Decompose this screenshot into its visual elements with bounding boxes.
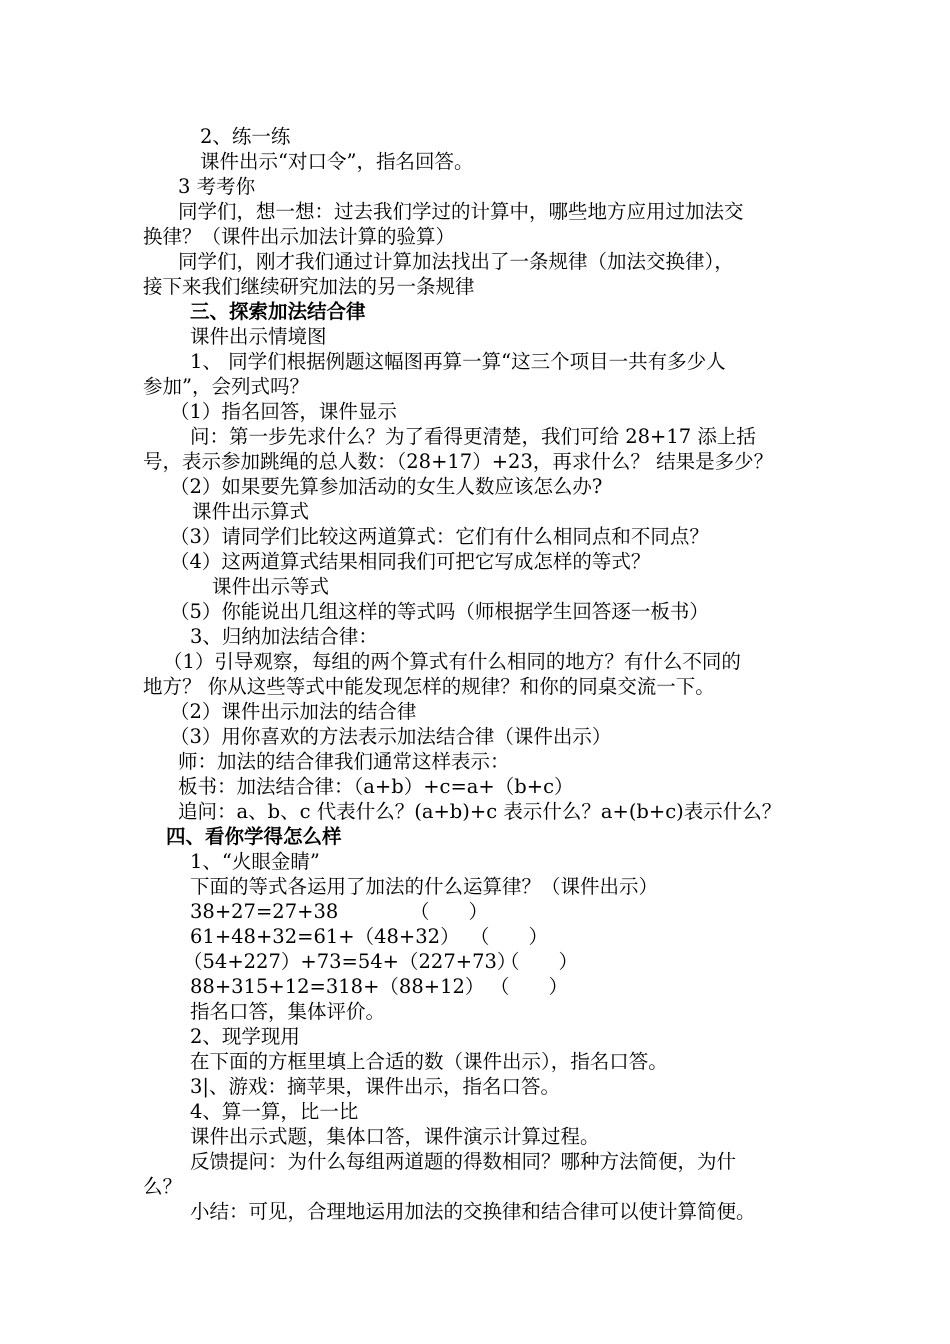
- text-line: 1、“火眼金睛”: [190, 850, 320, 873]
- text-line: 1、 同学们根据例题这幅图再算一算“这三个项目一共有多少人: [190, 350, 726, 373]
- text-line: 师：加法的结合律我们通常这样表示：: [178, 750, 510, 773]
- text-line: 号，表示参加跳绳的总人数：（28+17）+23，再求什么？ 结果是多少？: [143, 450, 774, 473]
- text-line: （4）这两道算式结果相同我们可把它写成怎样的等式？: [170, 550, 651, 573]
- text-line: 追问：a、b、c 代表什么？(a+b)+c 表示什么？a+(b+c)表示什么？: [178, 800, 782, 823]
- text-line: 3 考考你: [178, 175, 256, 198]
- answer-blank: （ ）: [410, 900, 489, 923]
- equation: 38+27=27+38: [190, 900, 339, 923]
- text-line: 4、算一算，比一比: [190, 1100, 359, 1123]
- text-line: 板书：加法结合律：（a+b）+c=a+（b+c）: [178, 775, 574, 798]
- text-line: 换律？（课件出示加法计算的验算）: [143, 225, 456, 248]
- text-line: 同学们，刚才我们通过计算加法找出了一条规律（加法交换律），: [178, 250, 734, 273]
- equation: 88+315+12=318+（88+12）: [190, 975, 485, 998]
- text-line: 反馈提问：为什么每组两道题的得数相同？哪种方法简便，为什: [190, 1150, 737, 1173]
- text-line: 课件出示等式: [212, 575, 330, 598]
- text-line: 课件出示式题，集体口答，课件演示计算过程。: [190, 1125, 600, 1148]
- text-line: （5）你能说出几组这样的等式吗（师根据学生回答逐一板书）: [170, 600, 709, 623]
- answer-blank: （ ）: [500, 950, 579, 973]
- text-line: 接下来我们继续研究加法的另一条规律: [143, 275, 475, 298]
- answer-blank: （ ）: [470, 925, 549, 948]
- text-line: （2）如果要先算参加活动的女生人数应该怎么办?: [170, 475, 603, 498]
- text-line: 地方？ 你从这些等式中能发现怎样的规律？和你的同桌交流一下。: [143, 675, 715, 698]
- text-line: （2）课件出示加法的结合律: [170, 700, 417, 723]
- text-line: 课件出示情境图: [190, 325, 327, 348]
- text-line: 3|、游戏：摘苹果，课件出示，指名口答。: [190, 1075, 560, 1098]
- equation: （54+227）+73=54+（227+73）: [183, 950, 517, 973]
- text-line: （3）请同学们比较这两道算式：它们有什么相同点和不同点？: [170, 525, 709, 548]
- text-line: （1）引导观察，每组的两个算式有什么相同的地方？有什么不同的: [163, 650, 741, 673]
- text-line: 问：第一步先求什么？为了看得更清楚，我们可给 28+17 添上括: [190, 425, 756, 448]
- text-line: 2、现学现用: [190, 1025, 300, 1048]
- answer-blank: （ ）: [490, 975, 569, 998]
- text-line: 课件出示算式: [192, 500, 310, 523]
- text-line: 同学们，想一想：过去我们学过的计算中，哪些地方应用过加法交: [178, 200, 744, 223]
- text-line: 课件出示“对口令”，指名回答。: [200, 150, 474, 173]
- text-line: （1）指名回答，课件显示: [170, 400, 397, 423]
- text-line: 3、归纳加法结合律：: [190, 625, 378, 648]
- section-heading: 四、看你学得怎么样: [166, 825, 342, 848]
- text-line: 指名口答，集体评价。: [190, 1000, 386, 1023]
- text-line: 小结：可见，合理地运用加法的交换律和结合律可以使计算简便。: [190, 1200, 756, 1223]
- section-heading: 三、探索加法结合律: [190, 300, 366, 323]
- equation: 61+48+32=61+（48+32）: [190, 925, 460, 948]
- text-line: 在下面的方框里填上合适的数（课件出示），指名口答。: [190, 1050, 668, 1073]
- text-line: 下面的等式各运用了加法的什么运算律？（课件出示）: [190, 875, 659, 898]
- text-line: 参加”，会列式吗？: [143, 375, 309, 398]
- text-line: 么？: [143, 1175, 183, 1198]
- text-line: （3）用你喜欢的方法表示加法结合律（课件出示）: [170, 725, 612, 748]
- text-line: 2、练一练: [200, 125, 291, 148]
